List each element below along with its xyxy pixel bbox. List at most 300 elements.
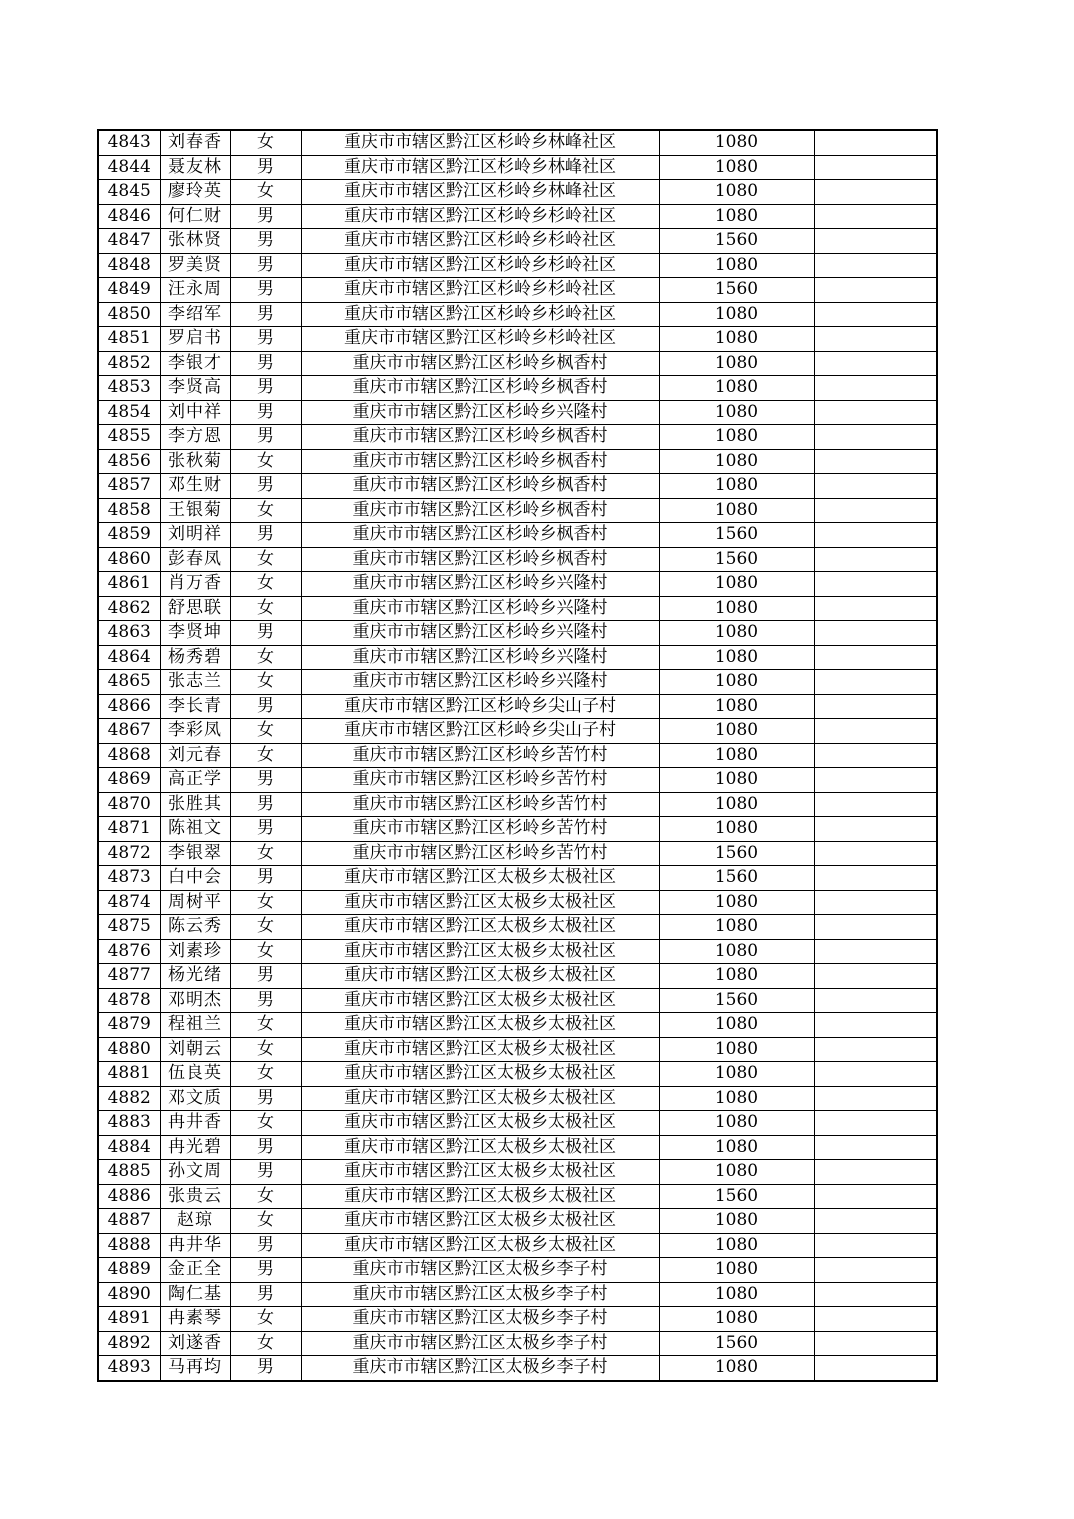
- remark-cell: [814, 1086, 937, 1111]
- person-name-cell: 陈云秀: [160, 915, 230, 940]
- gender-cell: 男: [230, 1356, 301, 1381]
- row-number-cell: 4888: [98, 1233, 160, 1258]
- person-name-cell: 张贵云: [160, 1184, 230, 1209]
- address-cell: 重庆市市辖区黔江区杉岭乡杉岭社区: [301, 204, 659, 229]
- amount-cell: 1080: [659, 376, 814, 401]
- amount-cell: 1560: [659, 1184, 814, 1209]
- person-name-cell: 罗美贤: [160, 253, 230, 278]
- person-name-cell: 杨光绪: [160, 964, 230, 989]
- amount-cell: 1080: [659, 302, 814, 327]
- address-cell: 重庆市市辖区黔江区太极乡太极社区: [301, 1062, 659, 1087]
- address-cell: 重庆市市辖区黔江区杉岭乡杉岭社区: [301, 302, 659, 327]
- person-name-cell: 邓生财: [160, 474, 230, 499]
- table-row: [98, 915, 937, 940]
- gender-cell: 男: [230, 768, 301, 793]
- address-cell: 重庆市市辖区黔江区太极乡李子村: [301, 1307, 659, 1332]
- row-number-cell: 4870: [98, 792, 160, 817]
- address-cell: 重庆市市辖区黔江区太极乡太极社区: [301, 1135, 659, 1160]
- remark-cell: [814, 180, 937, 205]
- amount-cell: 1560: [659, 988, 814, 1013]
- person-name-cell: 周树平: [160, 890, 230, 915]
- gender-cell: 男: [230, 400, 301, 425]
- gender-cell: 女: [230, 1209, 301, 1234]
- person-name-cell: 冉井香: [160, 1111, 230, 1136]
- address-cell: 重庆市市辖区黔江区杉岭乡兴隆村: [301, 670, 659, 695]
- remark-cell: [814, 130, 937, 155]
- gender-cell: 女: [230, 1184, 301, 1209]
- address-cell: 重庆市市辖区黔江区杉岭乡杉岭社区: [301, 229, 659, 254]
- row-number-cell: 4859: [98, 523, 160, 548]
- table-row: [98, 866, 937, 891]
- address-cell: 重庆市市辖区黔江区太极乡太极社区: [301, 1209, 659, 1234]
- table-row: [98, 596, 937, 621]
- gender-cell: 男: [230, 351, 301, 376]
- row-number-cell: 4865: [98, 670, 160, 695]
- table-row: [98, 572, 937, 597]
- table-row: [98, 302, 937, 327]
- amount-cell: 1080: [659, 964, 814, 989]
- person-name-cell: 廖玲英: [160, 180, 230, 205]
- amount-cell: 1560: [659, 841, 814, 866]
- amount-cell: 1080: [659, 449, 814, 474]
- gender-cell: 女: [230, 743, 301, 768]
- row-number-cell: 4880: [98, 1037, 160, 1062]
- amount-cell: 1080: [659, 1037, 814, 1062]
- table-row: [98, 719, 937, 744]
- person-name-cell: 张胜其: [160, 792, 230, 817]
- address-cell: 重庆市市辖区黔江区太极乡李子村: [301, 1258, 659, 1283]
- row-number-cell: 4891: [98, 1307, 160, 1332]
- amount-cell: 1080: [659, 1258, 814, 1283]
- address-cell: 重庆市市辖区黔江区杉岭乡尖山子村: [301, 719, 659, 744]
- gender-cell: 女: [230, 1037, 301, 1062]
- remark-cell: [814, 988, 937, 1013]
- remark-cell: [814, 915, 937, 940]
- table-row: [98, 1282, 937, 1307]
- remark-cell: [814, 327, 937, 352]
- address-cell: 重庆市市辖区黔江区杉岭乡枫香村: [301, 376, 659, 401]
- table-row: [98, 204, 937, 229]
- person-name-cell: 马再均: [160, 1356, 230, 1381]
- remark-cell: [814, 1331, 937, 1356]
- person-name-cell: 孙文周: [160, 1160, 230, 1185]
- remark-cell: [814, 1233, 937, 1258]
- gender-cell: 女: [230, 498, 301, 523]
- person-name-cell: 李银翠: [160, 841, 230, 866]
- amount-cell: 1080: [659, 1209, 814, 1234]
- remark-cell: [814, 278, 937, 303]
- row-number-cell: 4873: [98, 866, 160, 891]
- row-number-cell: 4889: [98, 1258, 160, 1283]
- remark-cell: [814, 523, 937, 548]
- remark-cell: [814, 498, 937, 523]
- table-row: [98, 1307, 937, 1332]
- person-name-cell: 白中会: [160, 866, 230, 891]
- remark-cell: [814, 939, 937, 964]
- table-row: [98, 1184, 937, 1209]
- remark-cell: [814, 719, 937, 744]
- table-row: [98, 130, 937, 155]
- row-number-cell: 4867: [98, 719, 160, 744]
- row-number-cell: 4850: [98, 302, 160, 327]
- gender-cell: 男: [230, 964, 301, 989]
- row-number-cell: 4848: [98, 253, 160, 278]
- gender-cell: 女: [230, 719, 301, 744]
- table-row: [98, 1356, 937, 1381]
- address-cell: 重庆市市辖区黔江区杉岭乡枫香村: [301, 474, 659, 499]
- table-row: [98, 1037, 937, 1062]
- gender-cell: 男: [230, 694, 301, 719]
- row-number-cell: 4869: [98, 768, 160, 793]
- gender-cell: 女: [230, 1013, 301, 1038]
- row-number-cell: 4843: [98, 130, 160, 155]
- person-name-cell: 张志兰: [160, 670, 230, 695]
- address-cell: 重庆市市辖区黔江区杉岭乡苦竹村: [301, 817, 659, 842]
- remark-cell: [814, 1258, 937, 1283]
- address-cell: 重庆市市辖区黔江区杉岭乡枫香村: [301, 498, 659, 523]
- person-name-cell: 王银菊: [160, 498, 230, 523]
- remark-cell: [814, 351, 937, 376]
- amount-cell: 1080: [659, 155, 814, 180]
- row-number-cell: 4861: [98, 572, 160, 597]
- gender-cell: 女: [230, 1062, 301, 1087]
- remark-cell: [814, 253, 937, 278]
- remark-cell: [814, 547, 937, 572]
- remark-cell: [814, 1013, 937, 1038]
- table-row: [98, 1013, 937, 1038]
- row-number-cell: 4881: [98, 1062, 160, 1087]
- address-cell: 重庆市市辖区黔江区杉岭乡兴隆村: [301, 596, 659, 621]
- gender-cell: 男: [230, 817, 301, 842]
- table-row: [98, 253, 937, 278]
- amount-cell: 1560: [659, 523, 814, 548]
- row-number-cell: 4879: [98, 1013, 160, 1038]
- row-number-cell: 4872: [98, 841, 160, 866]
- person-name-cell: 冉井华: [160, 1233, 230, 1258]
- table-row: [98, 694, 937, 719]
- gender-cell: 男: [230, 278, 301, 303]
- amount-cell: 1560: [659, 547, 814, 572]
- gender-cell: 男: [230, 327, 301, 352]
- remark-cell: [814, 1037, 937, 1062]
- amount-cell: 1080: [659, 130, 814, 155]
- row-number-cell: 4883: [98, 1111, 160, 1136]
- remark-cell: [814, 155, 937, 180]
- row-number-cell: 4858: [98, 498, 160, 523]
- remark-cell: [814, 474, 937, 499]
- address-cell: 重庆市市辖区黔江区太极乡太极社区: [301, 964, 659, 989]
- gender-cell: 男: [230, 1233, 301, 1258]
- person-name-cell: 张秋菊: [160, 449, 230, 474]
- row-number-cell: 4885: [98, 1160, 160, 1185]
- gender-cell: 女: [230, 130, 301, 155]
- gender-cell: 女: [230, 596, 301, 621]
- row-number-cell: 4862: [98, 596, 160, 621]
- amount-cell: 1080: [659, 1086, 814, 1111]
- table-row: [98, 1160, 937, 1185]
- amount-cell: 1080: [659, 1307, 814, 1332]
- data-table: [97, 129, 938, 1382]
- address-cell: 重庆市市辖区黔江区太极乡太极社区: [301, 1184, 659, 1209]
- address-cell: 重庆市市辖区黔江区太极乡太极社区: [301, 1037, 659, 1062]
- gender-cell: 男: [230, 1282, 301, 1307]
- row-number-cell: 4851: [98, 327, 160, 352]
- row-number-cell: 4853: [98, 376, 160, 401]
- gender-cell: 女: [230, 1111, 301, 1136]
- address-cell: 重庆市市辖区黔江区太极乡太极社区: [301, 1233, 659, 1258]
- amount-cell: 1080: [659, 1356, 814, 1381]
- table-row: [98, 498, 937, 523]
- amount-cell: 1080: [659, 1233, 814, 1258]
- remark-cell: [814, 1209, 937, 1234]
- amount-cell: 1080: [659, 915, 814, 940]
- gender-cell: 男: [230, 302, 301, 327]
- gender-cell: 男: [230, 376, 301, 401]
- address-cell: 重庆市市辖区黔江区太极乡李子村: [301, 1282, 659, 1307]
- address-cell: 重庆市市辖区黔江区太极乡太极社区: [301, 988, 659, 1013]
- remark-cell: [814, 890, 937, 915]
- gender-cell: 女: [230, 572, 301, 597]
- row-number-cell: 4892: [98, 1331, 160, 1356]
- address-cell: 重庆市市辖区黔江区太极乡李子村: [301, 1331, 659, 1356]
- address-cell: 重庆市市辖区黔江区杉岭乡枫香村: [301, 425, 659, 450]
- remark-cell: [814, 621, 937, 646]
- row-number-cell: 4871: [98, 817, 160, 842]
- table-row: [98, 1258, 937, 1283]
- person-name-cell: 聂友林: [160, 155, 230, 180]
- person-name-cell: 邓明杰: [160, 988, 230, 1013]
- address-cell: 重庆市市辖区黔江区杉岭乡兴隆村: [301, 621, 659, 646]
- row-number-cell: 4857: [98, 474, 160, 499]
- amount-cell: 1080: [659, 719, 814, 744]
- address-cell: 重庆市市辖区黔江区杉岭乡枫香村: [301, 523, 659, 548]
- address-cell: 重庆市市辖区黔江区太极乡太极社区: [301, 1160, 659, 1185]
- gender-cell: 女: [230, 670, 301, 695]
- address-cell: 重庆市市辖区黔江区杉岭乡兴隆村: [301, 572, 659, 597]
- table-row: [98, 1233, 937, 1258]
- remark-cell: [814, 204, 937, 229]
- table-row: [98, 229, 937, 254]
- amount-cell: 1080: [659, 596, 814, 621]
- table-row: [98, 400, 937, 425]
- gender-cell: 男: [230, 229, 301, 254]
- address-cell: 重庆市市辖区黔江区杉岭乡杉岭社区: [301, 253, 659, 278]
- table-row: [98, 474, 937, 499]
- row-number-cell: 4884: [98, 1135, 160, 1160]
- table-row: [98, 743, 937, 768]
- remark-cell: [814, 1135, 937, 1160]
- address-cell: 重庆市市辖区黔江区杉岭乡林峰社区: [301, 180, 659, 205]
- address-cell: 重庆市市辖区黔江区杉岭乡兴隆村: [301, 645, 659, 670]
- remark-cell: [814, 645, 937, 670]
- gender-cell: 男: [230, 1086, 301, 1111]
- person-name-cell: 冉素琴: [160, 1307, 230, 1332]
- amount-cell: 1080: [659, 939, 814, 964]
- table-row: [98, 547, 937, 572]
- person-name-cell: 冉光碧: [160, 1135, 230, 1160]
- gender-cell: 男: [230, 253, 301, 278]
- person-name-cell: 李彩凤: [160, 719, 230, 744]
- address-cell: 重庆市市辖区黔江区杉岭乡苦竹村: [301, 743, 659, 768]
- remark-cell: [814, 229, 937, 254]
- gender-cell: 女: [230, 1331, 301, 1356]
- remark-cell: [814, 1184, 937, 1209]
- remark-cell: [814, 841, 937, 866]
- remark-cell: [814, 1111, 937, 1136]
- table-row: [98, 890, 937, 915]
- amount-cell: 1080: [659, 1282, 814, 1307]
- amount-cell: 1080: [659, 817, 814, 842]
- address-cell: 重庆市市辖区黔江区杉岭乡尖山子村: [301, 694, 659, 719]
- remark-cell: [814, 1062, 937, 1087]
- person-name-cell: 陈祖文: [160, 817, 230, 842]
- amount-cell: 1080: [659, 792, 814, 817]
- person-name-cell: 汪永周: [160, 278, 230, 303]
- gender-cell: 女: [230, 1307, 301, 1332]
- table-row: [98, 449, 937, 474]
- table-row: [98, 1209, 937, 1234]
- row-number-cell: 4875: [98, 915, 160, 940]
- row-number-cell: 4854: [98, 400, 160, 425]
- amount-cell: 1080: [659, 1111, 814, 1136]
- amount-cell: 1080: [659, 670, 814, 695]
- remark-cell: [814, 400, 937, 425]
- amount-cell: 1080: [659, 253, 814, 278]
- table-row: [98, 1111, 937, 1136]
- row-number-cell: 4856: [98, 449, 160, 474]
- gender-cell: 男: [230, 1160, 301, 1185]
- row-number-cell: 4877: [98, 964, 160, 989]
- remark-cell: [814, 792, 937, 817]
- row-number-cell: 4890: [98, 1282, 160, 1307]
- table-row: [98, 670, 937, 695]
- table-row: [98, 621, 937, 646]
- gender-cell: 男: [230, 155, 301, 180]
- address-cell: 重庆市市辖区黔江区杉岭乡林峰社区: [301, 155, 659, 180]
- person-name-cell: 金正全: [160, 1258, 230, 1283]
- table-row: [98, 939, 937, 964]
- remark-cell: [814, 1282, 937, 1307]
- address-cell: 重庆市市辖区黔江区杉岭乡兴隆村: [301, 400, 659, 425]
- row-number-cell: 4863: [98, 621, 160, 646]
- gender-cell: 男: [230, 204, 301, 229]
- row-number-cell: 4876: [98, 939, 160, 964]
- table-row: [98, 1135, 937, 1160]
- table-row: [98, 278, 937, 303]
- person-name-cell: 高正学: [160, 768, 230, 793]
- address-cell: 重庆市市辖区黔江区杉岭乡枫香村: [301, 351, 659, 376]
- address-cell: 重庆市市辖区黔江区杉岭乡枫香村: [301, 547, 659, 572]
- table-row: [98, 645, 937, 670]
- person-name-cell: 邓文质: [160, 1086, 230, 1111]
- gender-cell: 男: [230, 1135, 301, 1160]
- row-number-cell: 4852: [98, 351, 160, 376]
- address-cell: 重庆市市辖区黔江区杉岭乡杉岭社区: [301, 278, 659, 303]
- amount-cell: 1080: [659, 474, 814, 499]
- amount-cell: 1560: [659, 278, 814, 303]
- gender-cell: 女: [230, 890, 301, 915]
- amount-cell: 1080: [659, 743, 814, 768]
- address-cell: 重庆市市辖区黔江区杉岭乡苦竹村: [301, 792, 659, 817]
- amount-cell: 1560: [659, 866, 814, 891]
- table-row: [98, 792, 937, 817]
- amount-cell: 1080: [659, 327, 814, 352]
- amount-cell: 1080: [659, 180, 814, 205]
- gender-cell: 女: [230, 645, 301, 670]
- remark-cell: [814, 425, 937, 450]
- gender-cell: 男: [230, 523, 301, 548]
- person-name-cell: 陶仁基: [160, 1282, 230, 1307]
- amount-cell: 1560: [659, 1331, 814, 1356]
- gender-cell: 男: [230, 988, 301, 1013]
- table-row: [98, 841, 937, 866]
- person-name-cell: 刘春香: [160, 130, 230, 155]
- table-body: [98, 130, 937, 1381]
- amount-cell: 1080: [659, 890, 814, 915]
- table-row: [98, 1062, 937, 1087]
- amount-cell: 1080: [659, 768, 814, 793]
- remark-cell: [814, 572, 937, 597]
- person-name-cell: 伍良英: [160, 1062, 230, 1087]
- person-name-cell: 张林贤: [160, 229, 230, 254]
- amount-cell: 1080: [659, 645, 814, 670]
- amount-cell: 1080: [659, 351, 814, 376]
- amount-cell: 1080: [659, 425, 814, 450]
- person-name-cell: 刘明祥: [160, 523, 230, 548]
- person-name-cell: 赵琼: [160, 1209, 230, 1234]
- person-name-cell: 罗启书: [160, 327, 230, 352]
- gender-cell: 女: [230, 449, 301, 474]
- person-name-cell: 刘中祥: [160, 400, 230, 425]
- address-cell: 重庆市市辖区黔江区杉岭乡林峰社区: [301, 130, 659, 155]
- person-name-cell: 李方恩: [160, 425, 230, 450]
- row-number-cell: 4847: [98, 229, 160, 254]
- gender-cell: 男: [230, 425, 301, 450]
- remark-cell: [814, 964, 937, 989]
- table-row: [98, 351, 937, 376]
- gender-cell: 女: [230, 915, 301, 940]
- person-name-cell: 何仁财: [160, 204, 230, 229]
- table-row: [98, 155, 937, 180]
- remark-cell: [814, 1307, 937, 1332]
- address-cell: 重庆市市辖区黔江区太极乡太极社区: [301, 890, 659, 915]
- person-name-cell: 刘朝云: [160, 1037, 230, 1062]
- row-number-cell: 4887: [98, 1209, 160, 1234]
- table-row: [98, 425, 937, 450]
- gender-cell: 女: [230, 180, 301, 205]
- person-name-cell: 杨秀碧: [160, 645, 230, 670]
- person-name-cell: 刘遂香: [160, 1331, 230, 1356]
- amount-cell: 1080: [659, 694, 814, 719]
- address-cell: 重庆市市辖区黔江区太极乡太极社区: [301, 1013, 659, 1038]
- table-row: [98, 180, 937, 205]
- person-name-cell: 肖万香: [160, 572, 230, 597]
- address-cell: 重庆市市辖区黔江区杉岭乡苦竹村: [301, 841, 659, 866]
- person-name-cell: 李银才: [160, 351, 230, 376]
- gender-cell: 女: [230, 841, 301, 866]
- remark-cell: [814, 376, 937, 401]
- address-cell: 重庆市市辖区黔江区太极乡太极社区: [301, 1111, 659, 1136]
- row-number-cell: 4864: [98, 645, 160, 670]
- remark-cell: [814, 670, 937, 695]
- row-number-cell: 4846: [98, 204, 160, 229]
- table-row: [98, 768, 937, 793]
- row-number-cell: 4893: [98, 1356, 160, 1381]
- address-cell: 重庆市市辖区黔江区太极乡太极社区: [301, 866, 659, 891]
- person-name-cell: 李长青: [160, 694, 230, 719]
- person-name-cell: 彭春凤: [160, 547, 230, 572]
- address-cell: 重庆市市辖区黔江区杉岭乡苦竹村: [301, 768, 659, 793]
